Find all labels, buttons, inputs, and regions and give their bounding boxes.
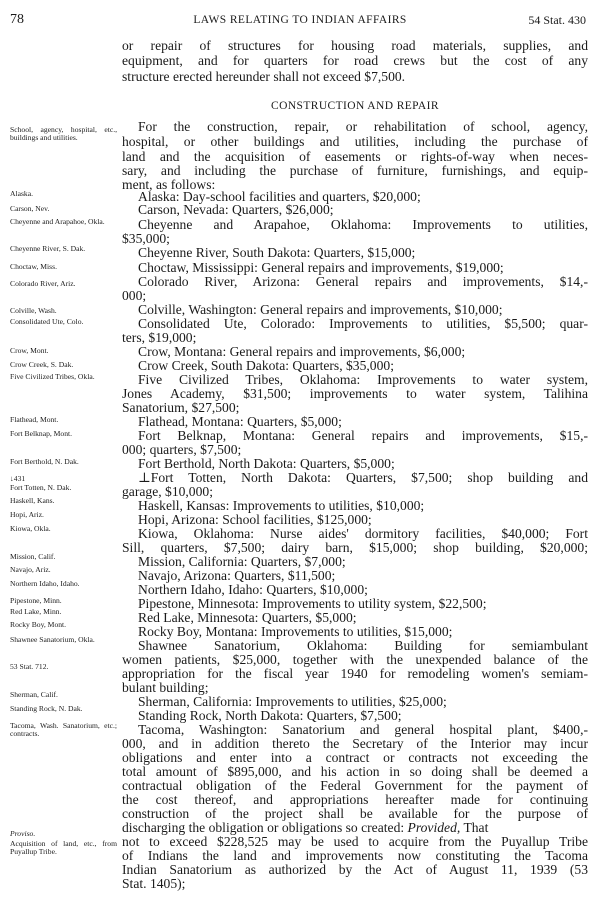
text-line: Cheyenne River, South Dakota: Quarters, $15,000; <box>138 245 416 260</box>
margin-note: Sherman, Calif. <box>10 690 58 699</box>
text-line: Shawnee Sanatorium, Oklahoma: Building for semiambulant <box>138 639 588 653</box>
running-title: LAWS RELATING TO INDIAN AFFAIRS <box>193 14 407 26</box>
proviso-word: Provided, <box>407 820 461 835</box>
margin-note: Cheyenne River, S. Dak. <box>10 244 86 253</box>
margin-note: Mission, Calif. <box>10 552 56 561</box>
margin-note: Red Lake, Minn. <box>10 607 62 616</box>
text-line: or repair of structures for housing road materials, supplies, and <box>122 39 588 53</box>
text-line: Flathead, Montana: Quarters, $5,000; <box>138 414 342 429</box>
text-line: Red Lake, Minnesota: Quarters, $5,000; <box>138 610 357 625</box>
text-line: Stat. 1405); <box>122 876 186 891</box>
margin-note: Consolidated Ute, Colo. <box>10 317 84 326</box>
text-run: discharging the obligation or obligations so created: <box>122 820 405 835</box>
text-line: Indian Sanatorium as authorized by the Act of August 11, 1939 (53 <box>122 863 588 877</box>
section-heading: CONSTRUCTION AND REPAIR <box>271 100 439 112</box>
text-line: ters, $19,000; <box>122 330 197 345</box>
margin-note: Crow, Mont. <box>10 346 49 355</box>
text-line: Navajo, Arizona: Quarters, $11,500; <box>138 568 336 583</box>
text-line: Jones Academy, $31,500; improvements to water system, Talihina <box>122 387 588 401</box>
margin-note: Northern Idaho, Idaho. <box>10 579 80 588</box>
margin-note: Tacoma, Wash. Sanatorium, etc.; contracts. <box>10 721 117 738</box>
text-line: Sherman, California: Improvements to utilities, $25,000; <box>138 694 447 709</box>
text-line: Carson, Nevada: Quarters, $26,000; <box>138 202 334 217</box>
text-line: Mission, California: Quarters, $7,000; <box>138 554 346 569</box>
text-line: Colorado River, Arizona: General repairs and improvements, $14,- <box>138 275 588 289</box>
text-line: ⊥Fort Totten, North Dakota: Quarters, $7,500; shop building and <box>138 471 588 485</box>
text-line: Crow, Montana: General repairs and improvements, $6,000; <box>138 344 466 359</box>
text-line: $35,000; <box>122 231 170 246</box>
margin-note: Hopi, Ariz. <box>10 510 44 519</box>
page-number: 78 <box>10 12 24 27</box>
margin-note: Navajo, Ariz. <box>10 565 51 574</box>
text-line: bulant building; <box>122 680 209 695</box>
text-line: Pipestone, Minnesota: Improvements to utility system, $22,500; <box>138 596 487 611</box>
margin-note: Acquisition of land, etc., from Puyallup Tribe. <box>10 839 117 856</box>
text-line: Crow Creek, South Dakota: Quarters, $35,000; <box>138 358 394 373</box>
text-line: Choctaw, Mississippi: General repairs and improvements, $19,000; <box>138 260 504 275</box>
margin-note: Five Civilized Tribes, Okla. <box>10 372 95 381</box>
text-line: Colville, Washington: General repairs and improvements, $10,000; <box>138 302 503 317</box>
text-line: structure erected hereunder shall not exceed $7,500. <box>122 69 406 84</box>
margin-note: Fort Belknap, Mont. <box>10 429 73 438</box>
text-line: land and the acquisition of easements or rights-of-way when neces- <box>122 150 588 164</box>
margin-note: Fort Totten, N. Dak. <box>10 483 72 492</box>
text-line: Five Civilized Tribes, Oklahoma: Improvements to water system, <box>138 373 588 387</box>
text-line: Cheyenne and Arapahoe, Oklahoma: Improvements to utilities, <box>138 218 588 232</box>
margin-note: Crow Creek, S. Dak. <box>10 360 74 369</box>
text-line: Haskell, Kansas: Improvements to utilities, $10,000; <box>138 498 425 513</box>
text-line: appropriation for the fiscal year 1940 for remodeling women's semiam- <box>122 667 588 681</box>
text-run: That <box>463 820 489 835</box>
margin-note: Alaska. <box>10 189 33 198</box>
text-line: of Indians the land and improvements now constituting the Tacoma <box>122 849 588 863</box>
margin-note: ↓431 <box>10 474 26 483</box>
text-line: Alaska: Day-school facilities and quarters, $20,000; <box>138 189 421 204</box>
text-line: garage, $10,000; <box>122 484 213 499</box>
text-line: ment, as follows: <box>122 177 216 192</box>
text-line: Fort Berthold, North Dakota: Quarters, $5,000; <box>138 456 395 471</box>
text-line: Standing Rock, North Dakota: Quarters, $7,500; <box>138 708 402 723</box>
margin-note: Choctaw, Miss. <box>10 262 57 271</box>
margin-note: Cheyenne and Arapahoe, Okla. <box>10 217 105 226</box>
margin-note: Fort Berthold, N. Dak. <box>10 457 79 466</box>
text-line: Tacoma, Washington: Sanatorium and general hospital plant, $400,- <box>138 723 588 737</box>
text-line: For the construction, repair, or rehabilitation of school, agency, <box>138 120 588 134</box>
text-line: construction of the project shall be available for the purpose of <box>122 807 588 821</box>
margin-note: 53 Stat. 712. <box>10 662 49 671</box>
text-line: Northern Idaho, Idaho: Quarters, $10,000; <box>138 582 368 597</box>
text-line: Sill, quarters, $7,500; dairy barn, $15,000; shop building, $20,000; <box>122 541 588 555</box>
text-line: Rocky Boy, Montana: Improvements to utilities, $15,000; <box>138 624 453 639</box>
statute-citation: 54 Stat. 430 <box>528 13 586 27</box>
margin-note-proviso: Proviso. <box>10 829 36 838</box>
margin-note: Standing Rock, N. Dak. <box>10 704 83 713</box>
text-line: contractual obligation of the Federal Government for the payment of <box>122 779 588 793</box>
text-line: not to exceed $228,525 may be used to acquire from the Puyallup Tribe <box>122 835 588 849</box>
margin-note: Shawnee Sanatorium, Okla. <box>10 635 95 644</box>
text-line: Hopi, Arizona: School facilities, $125,000; <box>138 512 372 527</box>
text-line: 000; quarters, $7,500; <box>122 442 242 457</box>
text-line: Kiowa, Oklahoma: Nurse aides' dormitory facilities, $40,000; Fort <box>138 527 588 541</box>
text-line: total amount of $895,000, and his action in so doing shall be deemed a <box>122 765 588 779</box>
margin-note: Pipestone, Minn. <box>10 596 62 605</box>
margin-note: Carson, Nev. <box>10 204 50 213</box>
margin-note: Colville, Wash. <box>10 306 57 315</box>
text-line: 000; <box>122 288 147 303</box>
text-line <box>122 821 588 836</box>
text-line: obligations and enter into a contract or contracts not exceeding the <box>122 751 588 765</box>
margin-note: School, agency, hospital, etc., buildings and utilities. <box>10 125 117 142</box>
text-line: women patients, $25,000, together with the unexpended balance of the <box>122 653 588 667</box>
text-line: sary, and including the purchase of furniture, furnishings, and equip- <box>122 164 588 178</box>
text-line: 000, and in addition thereto the Secretary of the Interior may incur <box>122 737 588 751</box>
margin-note: Haskell, Kans. <box>10 496 55 505</box>
text-line: equipment, and for quarters for road crews but the cost of any <box>122 54 588 68</box>
text-line: the cost thereof, and appropriations hereafter made for continuing <box>122 793 588 807</box>
margin-note: Kiowa, Okla. <box>10 524 51 533</box>
text-line: Fort Belknap, Montana: General repairs and improvements, $15,- <box>138 429 588 443</box>
text-line: hospital, or other buildings and utilities, including the purchase of <box>122 135 588 149</box>
text-line: Sanatorium, $27,500; <box>122 400 240 415</box>
text-line: Consolidated Ute, Colorado: Improvements to utilities, $5,500; quar- <box>138 317 588 331</box>
margin-note: Rocky Boy, Mont. <box>10 620 67 629</box>
margin-note: Colorado River, Ariz. <box>10 279 76 288</box>
margin-note: Flathead, Mont. <box>10 415 59 424</box>
